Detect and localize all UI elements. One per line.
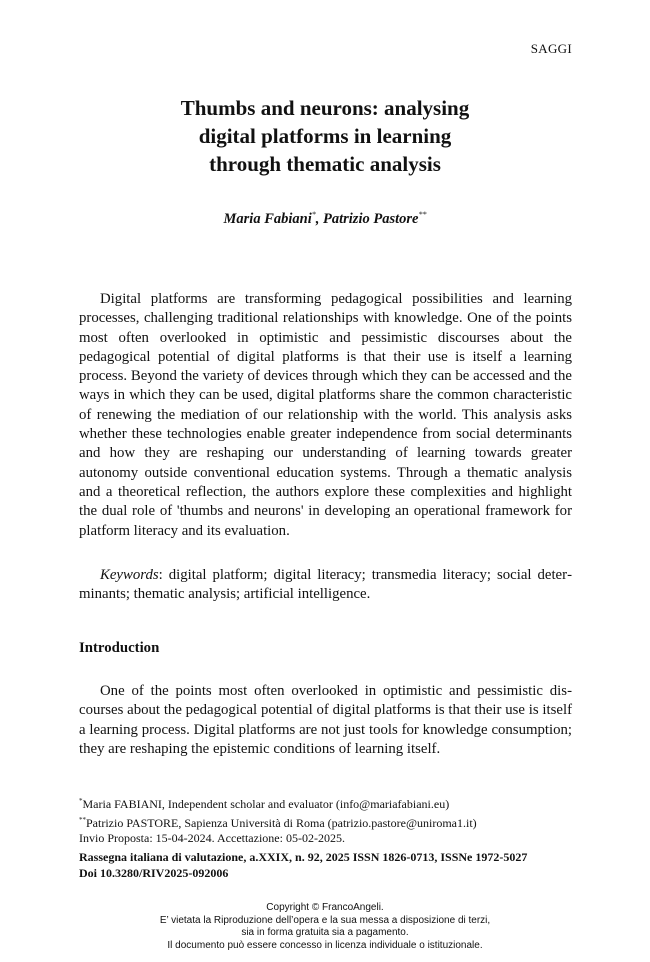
author-name: Patrizio Pastore	[323, 210, 419, 227]
keywords-label: Keywords	[100, 567, 159, 583]
title-line: digital platforms in learning	[198, 124, 452, 148]
footnote	[79, 813, 572, 832]
footnote-mark: **	[418, 210, 427, 219]
copyright-line: Il documento può essere concesso in licenza individuale o istituzionale.	[167, 939, 483, 951]
footnote-mark: **	[79, 815, 86, 824]
copyright-notice	[0, 902, 650, 952]
copyright-line: sia in forma gratuita sia a pagamento.	[241, 927, 409, 938]
keywords-paragraph	[79, 566, 572, 605]
section-heading: Introduction	[79, 640, 160, 656]
author-byline	[0, 210, 650, 228]
copyright-line: E’ vietata la Riproduzione dell’opera e la sua messa a disposizione di terzi,	[159, 914, 491, 926]
footnote-mark: *	[311, 210, 316, 219]
author-name: Maria Fabiani	[223, 210, 312, 227]
journal-doi: Doi 10.3280/RIV2025-092006	[79, 865, 229, 880]
journal-citation: Rassegna italiana di valutazione, a.XXIX, n. 92, 2025 ISSN 1826-0713, ISSNe 1972-5027	[79, 850, 528, 864]
author-separator: ,	[315, 210, 323, 227]
article-title	[0, 94, 650, 178]
footnote-text: Maria FABIANI, Independent scholar and evaluator (info@mariafabiani.eu)	[82, 797, 450, 811]
abstract-paragraph: Digital platforms are transforming pedagogical possibilities and learning processes, challenging traditional relationships with knowledge. One of the points most often overlooked in optimistic and pessimistic discourses about the pedagogical potential of digital platforms is that their use is itself a learning process. Beyond the variety of devices through which they can be accessed and the ways in which they can be used, digital platforms share the common characteristic of renewing the mediation of our relationship with the world. This analysis asks whether these technologies enable greater independence from social determinants and how they are reshaping our understanding of learning towards greater autonomy outside conventional education systems. Through a thematic analysis and a theoretical reflection, the authors explore these complexities and highlight the dual role of 'thumbs and neurons' in developing an operational framework for platform literacy and its evaluation.	[79, 291, 572, 539]
copyright-line: Copyright © FrancoAngeli.	[266, 902, 384, 913]
submission-dates: Invio Proposta: 15-04-2024. Accettazione: 05-02-2025.	[79, 831, 345, 845]
footnote-mark: *	[79, 797, 83, 805]
title-line: Thumbs and neurons: analysing	[180, 96, 470, 120]
footnote-text: Patrizio PASTORE, Sapienza Università di Roma (patrizio.pastore@uniroma1.it)	[86, 815, 477, 830]
title-line: through thematic analysis	[209, 152, 441, 176]
keywords-text: : digital platform; digital literacy; transmedia literacy; social determinants; thematic analysis; artificial intelligence.	[79, 567, 572, 603]
footnotes	[79, 794, 572, 847]
introduction-paragraph: One of the points most often overlooked in optimistic and pessimistic discourses about the pedagogical potential of digital platforms is that their use is itself a learning process. Digital platforms are not just tools for knowledge consumption; they are reshaping the epistemic conditions of learning itself.	[79, 683, 572, 757]
footnote	[79, 794, 572, 813]
journal-info	[79, 850, 572, 881]
section-tag: SAGGI	[530, 41, 572, 56]
